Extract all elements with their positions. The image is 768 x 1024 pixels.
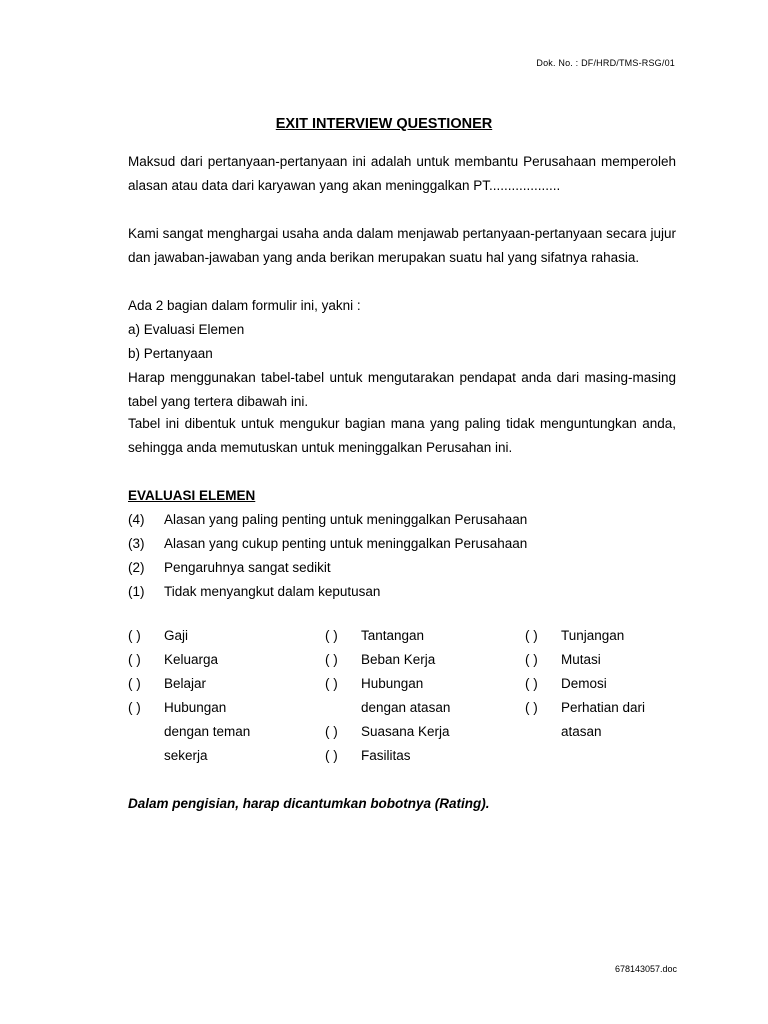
rating-number: (2) [128, 560, 145, 575]
rating-text: Tidak menyangkut dalam keputusan [164, 584, 381, 599]
intro-paragraph-3: Ada 2 bagian dalam formulir ini, yakni : [128, 298, 361, 313]
rating-number: (3) [128, 536, 145, 551]
checklist-label: sekerja [164, 748, 208, 763]
rating-box[interactable]: ( ) [128, 676, 141, 691]
part-a-item: a) Evaluasi Elemen [128, 322, 245, 337]
checklist-label: Suasana Kerja [361, 724, 450, 739]
checklist-label: Mutasi [561, 652, 601, 667]
rating-box[interactable]: ( ) [525, 700, 538, 715]
rating-text: Alasan yang cukup penting untuk meninggalkan Perusahaan [164, 536, 528, 551]
rating-row [128, 532, 527, 556]
rating-note: Dalam pengisian, harap dicantumkan bobotnya (Rating). [128, 796, 490, 811]
rating-box[interactable]: ( ) [325, 628, 338, 643]
intro-paragraph-4: Harap menggunakan tabel-tabel untuk mengutarakan pendapat anda dari masing-masing tabel yang tertera dibawah ini. [128, 370, 676, 409]
rating-box[interactable]: ( ) [325, 652, 338, 667]
checklist-label: Keluarga [164, 652, 219, 667]
checklist-label: Belajar [164, 676, 207, 691]
rating-number: (4) [128, 512, 145, 527]
checklist-label: Hubungan [164, 700, 227, 715]
footer-filename: 678143057.doc [614, 964, 677, 974]
rating-box[interactable]: ( ) [325, 676, 338, 691]
rating-box[interactable]: ( ) [525, 628, 538, 643]
checklist-label: Hubungan [361, 676, 424, 691]
rating-box[interactable]: ( ) [128, 628, 141, 643]
checklist-label: dengan atasan [361, 700, 451, 715]
checklist-label: atasan [561, 724, 602, 739]
rating-row [128, 556, 331, 580]
rating-row [128, 508, 527, 532]
rating-box[interactable]: ( ) [525, 676, 538, 691]
rating-text: Alasan yang paling penting untuk meninggalkan Perusahaan [164, 512, 528, 527]
checklist-label: Fasilitas [361, 748, 411, 763]
intro-paragraph-5: Tabel ini dibentuk untuk mengukur bagian mana yang paling tidak menguntungkan anda, sehingga anda memutuskan untuk meninggalkan Perusahan ini. [128, 416, 676, 455]
rating-box[interactable]: ( ) [525, 652, 538, 667]
evaluasi-heading: EVALUASI ELEMEN [128, 488, 256, 503]
rating-text: Pengaruhnya sangat sedikit [164, 560, 331, 575]
page-title: EXIT INTERVIEW QUESTIONER [275, 116, 493, 132]
rating-row [128, 580, 380, 604]
document-number: Dok. No. : DF/HRD/TMS-RSG/01 [536, 58, 675, 68]
checklist-label: dengan teman [164, 724, 251, 739]
checklist-label: Tunjangan [561, 628, 625, 643]
part-b-item: b) Pertanyaan [128, 346, 213, 361]
rating-number: (1) [128, 584, 145, 599]
checklist-label: Demosi [561, 676, 607, 691]
rating-box[interactable]: ( ) [325, 724, 338, 739]
checklist-label: Gaji [164, 628, 189, 643]
checklist-label: Tantangan [361, 628, 425, 643]
rating-box[interactable]: ( ) [325, 748, 338, 763]
checklist-label: Perhatian dari [561, 700, 646, 715]
intro-paragraph-2: Kami sangat menghargai usaha anda dalam menjawab pertanyaan-pertanyaan secara jujur dan jawaban-jawaban yang anda berikan merupakan suatu hal yang sifatnya rahasia. [128, 226, 676, 265]
intro-paragraph-1: Maksud dari pertanyaan-pertanyaan ini adalah untuk membantu Perusahaan memperoleh alasan atau data dari karyawan yang akan meninggalkan PT................... [128, 154, 676, 193]
checklist-label: Beban Kerja [361, 652, 436, 667]
rating-box[interactable]: ( ) [128, 700, 141, 715]
rating-box[interactable]: ( ) [128, 652, 141, 667]
